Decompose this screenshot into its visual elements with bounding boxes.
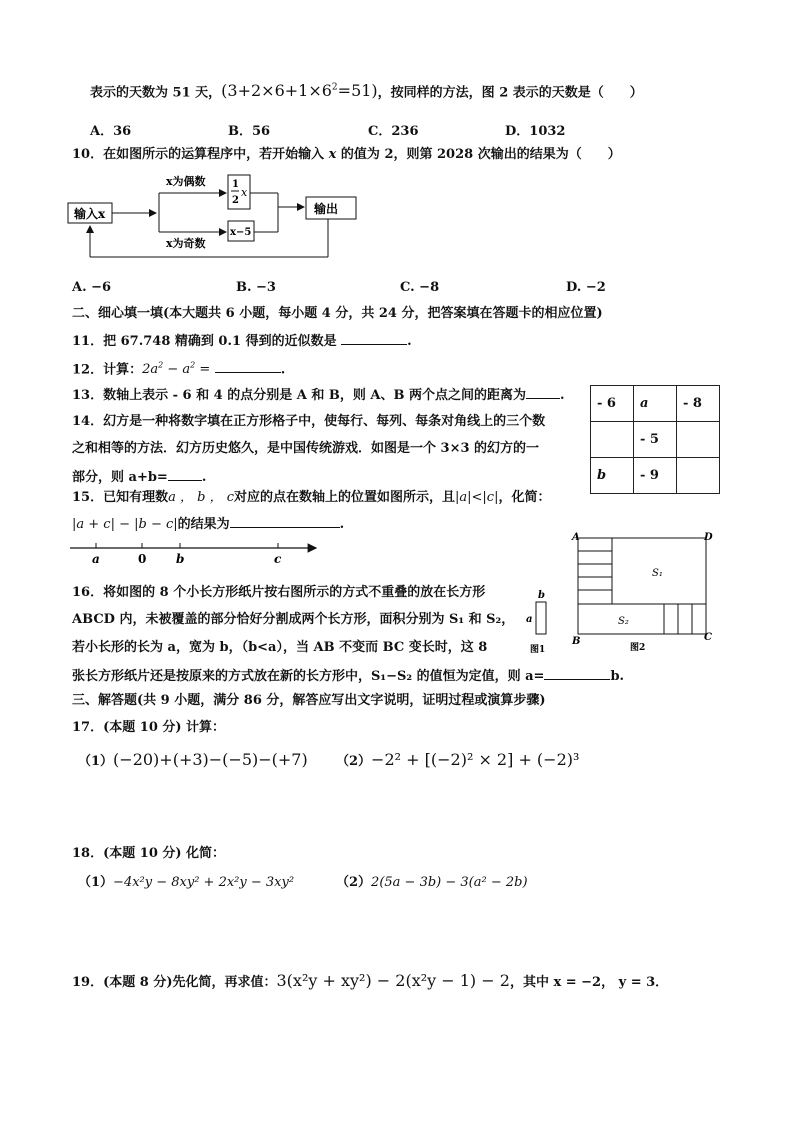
q14-line1: 14．幻方是一种将数字填在正方形格子中，使每行、每列、每条对角线上的三个数 <box>72 414 546 429</box>
q17-heading: 17．(本题 10 分) 计算： <box>72 720 226 735</box>
q16-line2: ABCD 内，未被覆盖的部分恰好分割成两个长方形，面积分别为 S₁ 和 S₂， <box>72 612 515 627</box>
q10-stem: 10．在如图所示的运算程序中，若开始输入 x 的值为 2，则第 2028 次输出的结果为（ ） <box>72 147 621 162</box>
q18-part2: （2）2(5a − 3b) − 3(a² − 2b) <box>336 875 528 890</box>
flow-input-label: 输入x <box>74 207 106 221</box>
q17-part2: （2）−2² + [(−2)² × 2] + (−2)³ <box>336 750 580 769</box>
q13: 13．数轴上表示 - 6 和 4 的点分别是 A 和 B，则 A、B 两个点之间的距离为 . <box>72 388 565 403</box>
magic-cell: - 6 <box>591 386 634 422</box>
q12-answer-blank[interactable] <box>215 360 281 373</box>
q19: 19．(本题 8 分)先化简，再求值：3(x²y + xy²) − 2(x²y − 1) − 2，其中 x = −2， y = 3． <box>72 971 669 990</box>
flow-minus5-label: x−5 <box>230 227 252 238</box>
q17-part2-expr: −2² + [(−2)² × 2] + (−2)³ <box>371 750 580 769</box>
magic-cell: - 8 <box>677 386 720 422</box>
section-2-heading: 二、细心填一填(本大题共 6 小题，每小题 4 分，共 24 分，把答案填在答题卡的相应位置) <box>72 306 603 321</box>
q10-option-c[interactable]: C. −8 <box>400 280 440 295</box>
magic-cell <box>677 458 720 494</box>
magic-cell <box>591 422 634 458</box>
q18-part2-expr: 2(5a − 3b) − 3(a² − 2b) <box>371 875 528 890</box>
fig2-S2-label: S₂ <box>618 616 629 627</box>
fig1-caption: 图1 <box>530 645 546 655</box>
q10-flowchart <box>64 165 384 265</box>
q9-option-b[interactable]: B．56 <box>228 124 271 139</box>
q11-answer-blank[interactable] <box>341 332 407 345</box>
q9-option-d[interactable]: D．1032 <box>505 124 566 139</box>
q16-line4: 张长方形纸片还是按原来的方式放在新的长方形中，S₁−S₂ 的值恒为定值，则 a= b. <box>72 669 625 684</box>
fig2-caption: 图2 <box>630 643 646 653</box>
q18-part1: （1）−4x²y − 8xy² + 2x²y − 3xy² <box>78 875 295 890</box>
q12: 12．计算：$2a^2 - a^2$ = . <box>72 361 286 378</box>
q14-answer-blank[interactable] <box>168 468 202 481</box>
fig2-D-label: D <box>704 532 713 543</box>
q9-text-a: 表示的天数为 51 天， <box>90 85 222 101</box>
magic-cell: a <box>634 386 677 422</box>
axis-label-b: b <box>176 552 185 566</box>
q15-answer-blank[interactable] <box>230 515 340 528</box>
q13-answer-blank[interactable] <box>526 386 560 399</box>
q14-line3: 部分，则 a+b= . <box>72 470 207 485</box>
fig1-a-label: a <box>526 614 533 625</box>
magic-cell: - 5 <box>634 422 677 458</box>
q17-part1-expr: (−20)+(+3)−(−5)−(+7) <box>113 750 308 769</box>
q16-figure-1 <box>524 588 560 658</box>
q9-option-c[interactable]: C．236 <box>368 124 419 139</box>
magic-cell <box>677 422 720 458</box>
flow-output-label: 输出 <box>314 202 339 216</box>
magic-square <box>590 385 720 494</box>
q15-line2: |a + c| − |b − c|的结果为 . <box>72 517 345 532</box>
q11: 11．把 67.748 精确到 0.1 得到的近似数是 . <box>72 334 412 349</box>
fig2-S1-label: S₁ <box>652 568 663 579</box>
q16-line1: 16．将如图的 8 个小长方形纸片按右图所示的方式不重叠的放在长方形 <box>72 585 486 600</box>
fig2-A-label: A <box>572 532 580 543</box>
q17-part1: （1）(−20)+(+3)−(−5)−(+7) <box>78 750 308 769</box>
q19-expr: 3(x²y + xy²) − 2(x²y − 1) − 2 <box>276 971 510 990</box>
q15-line1: 15．已知有理数a ， b ， c对应的点在数轴上的位置如图所示，且|a|<|c|，化简： <box>72 490 551 505</box>
magic-cell: - 9 <box>634 458 677 494</box>
q16-line3: 若小长形的长为 a，宽为 b，（b<a），当 AB 不变而 BC 变长时，这 8 <box>72 640 488 655</box>
q14-line2: 之和相等的方法．幻方历史悠久，是中国传统游戏．如图是一个 3×3 的幻方的一 <box>72 441 540 456</box>
q16-answer-blank[interactable] <box>544 667 610 680</box>
fig1-b-label: b <box>538 590 545 601</box>
q10-option-b[interactable]: B. −3 <box>236 280 276 295</box>
flow-odd-label: x为奇数 <box>166 237 206 250</box>
q18-heading: 18．(本题 10 分) 化简： <box>72 846 226 861</box>
fig2-C-label: C <box>704 632 712 643</box>
q9-formula: $(3+2\times 6+1\times 6^2=51)$ <box>221 81 378 101</box>
axis-label-c: c <box>274 552 282 566</box>
fig2-B-label: B <box>572 636 581 647</box>
magic-cell: b <box>591 458 634 494</box>
q10-option-a[interactable]: A. −6 <box>72 280 112 295</box>
q10-option-d[interactable]: D. −2 <box>566 280 606 295</box>
flow-even-label: x为偶数 <box>166 175 206 188</box>
q16-figure-2 <box>568 528 718 656</box>
section-3-heading: 三、解答题(共 9 小题，满分 86 分，解答应写出文字说明，证明过程或演算步骤) <box>72 693 546 708</box>
q9-option-a[interactable]: A．36 <box>90 124 132 139</box>
q9-text-b: ，按同样的方法，图 2 表示的天数是（ ） <box>377 85 643 101</box>
q15-number-line <box>66 538 326 568</box>
axis-label-a: a <box>92 552 100 566</box>
flow-half-var: x <box>241 186 248 199</box>
q18-part1-expr: −4x²y − 8xy² + 2x²y − 3xy² <box>113 875 295 890</box>
flow-half-den: 2 <box>232 195 239 206</box>
axis-label-0: 0 <box>138 552 147 566</box>
q9-stem <box>90 80 643 101</box>
flow-half-num: 1 <box>232 179 239 190</box>
